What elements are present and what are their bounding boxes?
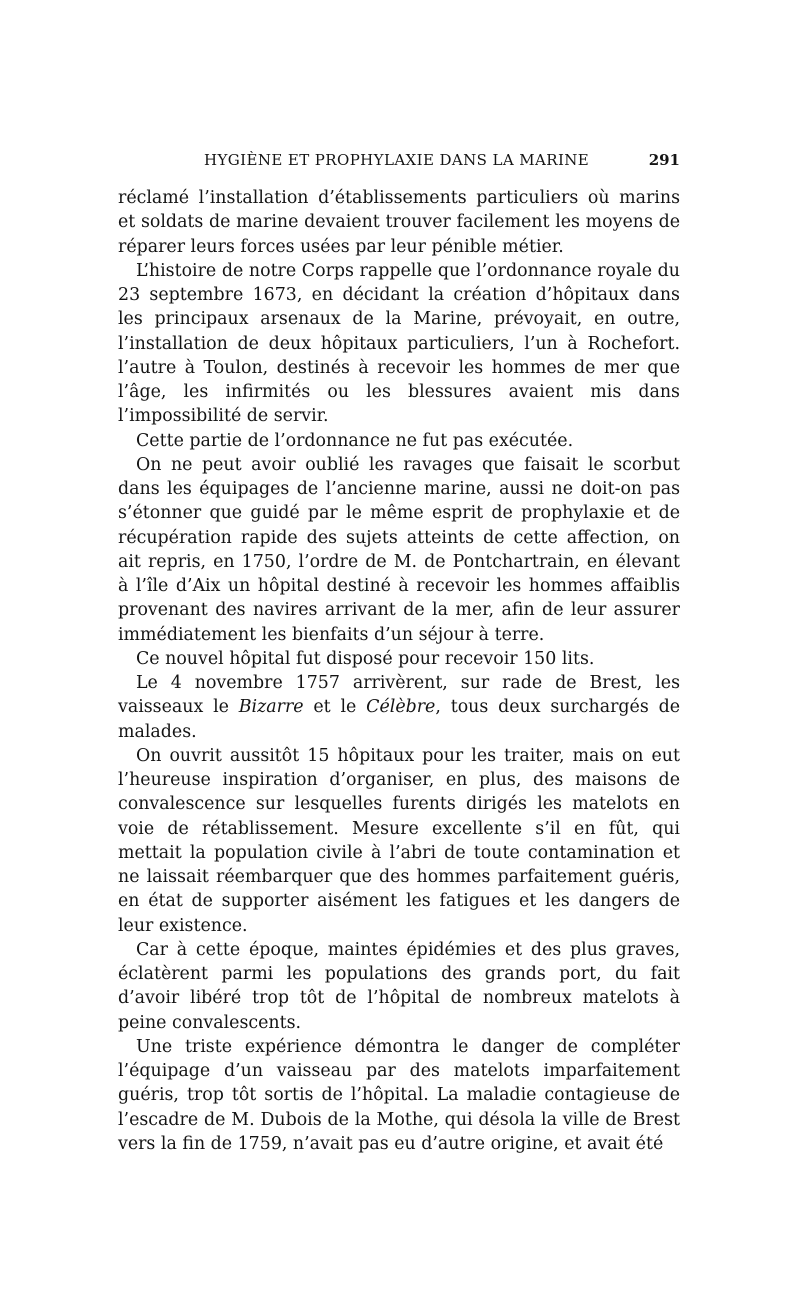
paragraph-6-text-after: , tous deux surchargés de malades. [118,697,681,742]
paragraph-8: Car à cette époque, maintes épidémies et des plus graves, éclatèrent parmi les populations des grands port, du fait d’avoir libéré trop tôt de l’hôpital de nombreux matelots à peine convalescents. [118,939,680,1033]
paragraph-4: On ne peut avoir oublié les ravages que faisait le scorbut dans les équipages de l’ancienne marine, aussi ne doit-on pas s’étonner que guidé par le même esprit de prophylaxie et de récupération rapide des sujets atteints de cette affection, on ait repris, en 1750, l’ordre de M. de Pontchartrain, en élevant à l’île d’Aix un hôpital destiné à recevoir les hommes affaiblis provenant des navires arrivant de la mer, afin de leur assurer immédiatement les bienfaits d’un séjour à terre. [118,454,680,645]
paragraph-2: L’histoire de notre Corps rappelle que l’ordonnance royale du 23 septembre 1673, en décidant la création d’hôpitaux dans les principaux arsenaux de la Marine, prévoyait, en outre, l’installation de deux hôpitaux particuliers, l’un à Rochefort. l’autre à Toulon, destinés à recevoir les hommes de mer que l’âge, les infirmités ou les blessures avaient mis dans l’impossibilité de servir. [118,260,680,427]
paragraph-5: Ce nouvel hôpital fut disposé pour recevoir 150 lits. [136,648,595,669]
ship-name-bizarre: Bizarre [238,697,304,718]
body-text [118,186,680,1156]
paragraph-6-text-middle: et le [303,697,367,718]
running-head: HYGIÈNE ET PROPHYLAXIE DANS LA MARINE [204,151,590,169]
page-number: 291 [648,151,680,169]
page-header [118,151,680,175]
paragraph-9: Une triste expérience démontra le danger de compléter l’équipage d’un vaisseau par des matelots imparfaitement guéris, trop tôt sortis de l’hôpital. La maladie contagieuse de l’escadre de M. Dubois de la Mothe, qui désola la ville de Brest vers la fin de 1759, n’avait pas eu d’autre origine, et avait été [118,1036,680,1154]
paragraph-6 [118,671,680,744]
paragraph-6-text-before: Le 4 novembre 1757 arrivèrent, sur rade de Brest, les vaisseaux le [118,673,680,718]
paragraph-3: Cette partie de l’ordonnance ne fut pas exécutée. [136,430,574,451]
paragraph-7: On ouvrit aussitôt 15 hôpitaux pour les traiter, mais on eut l’heureuse inspiration d’organiser, en plus, des maisons de convalescence sur lesquelles furents dirigés les matelots en voie de rétablissement. Mesure excellente s’il en fût, qui mettait la population civile à l’abri de toute contamination et ne laissait réembarquer que des hommes parfaitement guéris, en état de supporter aisément les fatigues et les dangers de leur existence. [118,745,680,936]
ship-name-celebre: Célèbre [366,697,436,718]
paragraph-1: réclamé l’installation d’établissements particuliers où marins et soldats de marine devaient trouver facilement les moyens de réparer leurs forces usées par leur pénible métier. [118,188,680,257]
